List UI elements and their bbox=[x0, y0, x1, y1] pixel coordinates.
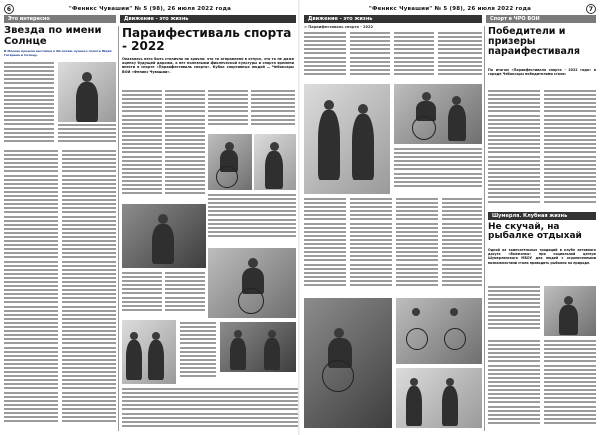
section-shumerlya bbox=[488, 212, 596, 220]
festival-text-col8 bbox=[180, 322, 216, 384]
right-header-bar bbox=[304, 4, 596, 14]
lead-fishing: Одной из замечательных традиций в клубе активного досуга «Волжанка» при социальной центре Шумерлинского МБОУ для людей с ограниченными возможностями стали проводить рыбалки на природе. bbox=[488, 248, 596, 265]
right-text-col8 bbox=[396, 198, 438, 293]
right-text-col1 bbox=[304, 32, 346, 82]
newspaper-header-left: "Феникс Чувашии" № 5 (98), 26 июля 2022 года bbox=[68, 6, 232, 12]
right-text-col6 bbox=[304, 198, 346, 293]
section-movement-left-label: Движение - это жизнь bbox=[124, 16, 189, 22]
section-shumerlya-label: Шумерля. Клубная жизнь bbox=[492, 213, 568, 219]
photo-rollers bbox=[122, 204, 206, 268]
right-text-col2 bbox=[350, 32, 390, 82]
right-text-col7 bbox=[350, 198, 392, 293]
right-text-col5 bbox=[394, 148, 482, 193]
fishing-text-col2 bbox=[488, 340, 540, 430]
page-number-right: 7 bbox=[586, 4, 596, 14]
festival-text-bottom bbox=[122, 388, 298, 431]
page-number-left: 6 bbox=[4, 4, 14, 14]
festival-text-col3 bbox=[208, 90, 248, 130]
fishing-text-col1 bbox=[488, 286, 540, 336]
star-text-col4 bbox=[62, 150, 116, 430]
festival-text-col1 bbox=[122, 90, 162, 200]
photo-exhibition bbox=[58, 62, 116, 122]
lead-winners: По итогам «Параифестиваля спорта - 2022 года» в городе Чебоксары победителями стали: bbox=[488, 68, 596, 77]
headline-festival: Параифестиваль спорта - 2022 bbox=[122, 26, 292, 53]
fishing-text-col3 bbox=[544, 340, 596, 430]
headline-fishing: Не скучай, на рыбалке отдыхай bbox=[488, 222, 582, 242]
photo-wheelchair-group bbox=[396, 298, 482, 364]
section-sport bbox=[486, 15, 596, 23]
section-interesting bbox=[4, 15, 116, 23]
photo-wheelchair-race bbox=[394, 84, 482, 144]
photo-winners bbox=[396, 368, 482, 428]
photo-relay bbox=[304, 84, 390, 194]
newspaper-header-right: "Феникс Чувашии" № 5 (98), 26 июля 2022 года bbox=[368, 6, 532, 12]
headline-star: Звезда по имени Солнце bbox=[4, 25, 102, 47]
festival-text-col2 bbox=[165, 90, 205, 200]
winners-list-col1 bbox=[488, 90, 540, 210]
caption-star: В Москве прошла выставка к 60-летию лунного полета Юрия Гагарина и Солнцу. bbox=[4, 49, 112, 57]
kicker-festival: > Параифестиваль спорта - 2022 bbox=[304, 25, 373, 29]
right-text-col3 bbox=[394, 32, 434, 82]
section-movement-right-label: Движение - это жизнь bbox=[308, 16, 373, 22]
photo-athlete-2 bbox=[254, 134, 296, 190]
headline-winners: Победители и призеры параифестиваля bbox=[488, 26, 580, 57]
right-page bbox=[300, 0, 600, 435]
section-interesting-label: Это интересно bbox=[8, 16, 50, 22]
festival-text-col5 bbox=[208, 194, 296, 244]
section-movement-left bbox=[120, 15, 296, 23]
section-sport-label: Спорт в ЧРО ВОИ bbox=[490, 16, 540, 22]
right-text-col9 bbox=[442, 198, 482, 293]
photo-competition bbox=[208, 248, 296, 318]
photo-wheelchair-athlete bbox=[208, 134, 252, 190]
photo-participants bbox=[122, 320, 176, 384]
festival-text-col7 bbox=[165, 272, 205, 317]
lead-festival: Оказалась него быть столично по зрачно: что то отправлено в отпуск, это то не даже оценку будущей дорожи, а нет полезными фиолеческой культуры и спорта времени внести в спорте «Параифестиваль спорта». Кубок спортивных людей — Чебоксары ВОИ «Феникс Чувашии». bbox=[122, 57, 294, 74]
right-text-col4 bbox=[438, 32, 482, 82]
section-movement-right bbox=[304, 15, 482, 23]
winners-list-col2 bbox=[544, 90, 596, 210]
left-header-bar bbox=[4, 4, 296, 14]
festival-text-col4 bbox=[251, 90, 295, 130]
photo-group bbox=[220, 322, 296, 372]
photo-fishing bbox=[544, 286, 596, 336]
star-text-col1 bbox=[4, 62, 54, 147]
star-text-col2 bbox=[58, 124, 116, 147]
star-text-col3 bbox=[4, 150, 58, 430]
photo-wheelchair-track bbox=[304, 298, 392, 428]
festival-text-col6 bbox=[122, 272, 162, 317]
